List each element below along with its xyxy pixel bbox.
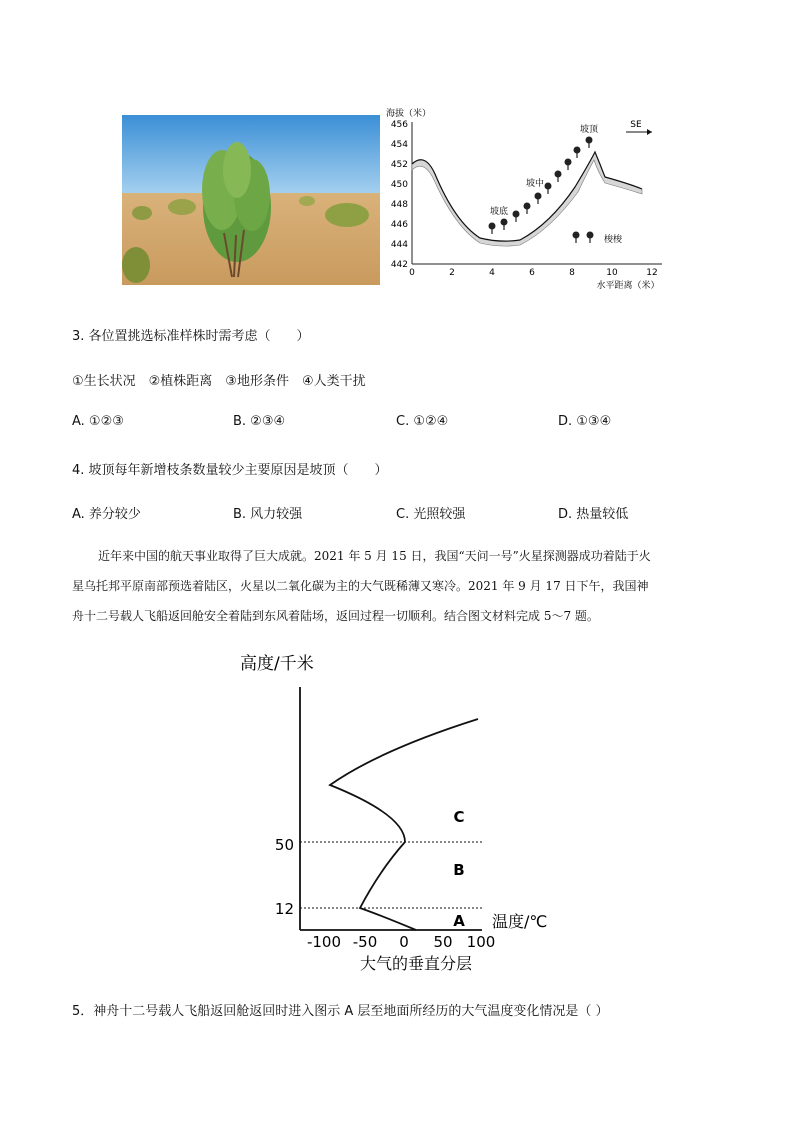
profile-ylabel: 海拔（米）	[386, 109, 432, 119]
q4-stem: 4. 坡顶每年新增枝条数量较少主要原因是坡顶（ ）	[72, 463, 388, 478]
tree-icon	[545, 183, 552, 195]
atm-level-label: 12	[274, 900, 294, 918]
profile-xtick: 0	[409, 268, 415, 278]
layer-b-label: B	[453, 861, 465, 879]
q5-stem: 5．神舟十二号载人飞船返回舱返回时进入图示 A 层至地面所经历的大气温度变化情况是（ ）	[72, 1004, 609, 1019]
profile-xtick: 2	[449, 268, 455, 278]
profile-xtick: 4	[489, 268, 495, 278]
profile-ytick: 452	[390, 160, 408, 170]
q3-stem: 3. 各位置挑选标准样株时需考虑（ ）	[72, 329, 310, 344]
atmosphere-chart	[230, 645, 560, 980]
passage	[72, 541, 732, 631]
profile-ytick: 446	[390, 220, 408, 230]
passage-line: 舟十二号载人飞船返回舱安全着陆到东风着陆场，返回过程一切顺利。结合图文材料完成 5～7 题。	[72, 609, 599, 623]
tree-icon	[573, 232, 580, 244]
profile-xtick: 10	[606, 268, 618, 278]
layer-c-label: C	[453, 808, 465, 826]
label-slope-bottom: 坡底	[489, 207, 509, 217]
q4-option-b[interactable]: B. 风力较强	[233, 507, 303, 522]
label-slope-top: 坡顶	[579, 125, 599, 135]
q4-option-c[interactable]: C. 光照较强	[396, 507, 466, 522]
atm-ylabel: 高度/千米	[240, 654, 314, 674]
direction-label: SE	[630, 120, 642, 130]
tree-icon	[555, 171, 562, 183]
tree-icon	[587, 232, 594, 244]
tree-icon	[501, 219, 508, 231]
label-legend-saxaul: 梭梭	[604, 235, 623, 245]
atm-xtick: 50	[433, 933, 453, 951]
profile-xlabel: 水平距离（米）	[596, 281, 660, 291]
atm-xlabel: 温度/℃	[492, 912, 548, 931]
tree-icon	[489, 223, 496, 235]
label-slope-mid: 坡中	[525, 179, 545, 189]
q3-items: ①生长状况 ②植株距离 ③地形条件 ④人类干扰	[72, 374, 366, 389]
atm-xtick: -100	[306, 933, 342, 951]
q4-option-d[interactable]: D. 热量较低	[558, 507, 629, 522]
q3-option-c[interactable]: C. ①②④	[396, 414, 449, 429]
profile-ytick: 450	[390, 180, 408, 190]
tree-icon	[574, 147, 581, 159]
profile-ytick: 456	[390, 120, 408, 130]
passage-line: 近年来中国的航天事业取得了巨大成就。2021 年 5 月 15 日，我国“天问一号”火星探测器成功着陆于火	[98, 549, 651, 563]
tree-icon	[565, 159, 572, 171]
atm-xtick: 100	[466, 933, 496, 951]
tree-icon	[586, 137, 593, 149]
profile-xtick: 12	[646, 268, 658, 278]
tree-icon	[513, 211, 520, 223]
atm-caption: 大气的垂直分层	[359, 954, 473, 973]
q4-option-a[interactable]: A. 养分较少	[72, 507, 141, 522]
desert-plant-photo	[122, 115, 380, 285]
profile-ytick: 448	[390, 200, 408, 210]
profile-ytick: 442	[390, 260, 408, 270]
q3-option-d[interactable]: D. ①③④	[558, 414, 612, 429]
profile-ytick: 444	[390, 240, 408, 250]
profile-ytick: 454	[390, 140, 408, 150]
atm-xtick: -50	[352, 933, 378, 951]
layer-a-label: A	[453, 912, 465, 930]
q3-option-a[interactable]: A. ①②③	[72, 414, 124, 429]
slope-profile-chart	[380, 102, 680, 294]
passage-line: 星乌托邦平原南部预选着陆区，火星以二氧化碳为主的大气既稀薄又寒冷。2021 年 9 月 17 日下午，我国神	[72, 579, 649, 593]
tree-icon	[524, 203, 531, 215]
photo-illustration	[122, 115, 380, 285]
tree-icon	[535, 193, 542, 205]
profile-xtick: 8	[569, 268, 575, 278]
q3-option-b[interactable]: B. ②③④	[233, 414, 286, 429]
profile-xtick: 6	[529, 268, 535, 278]
atm-xtick: 0	[399, 933, 409, 951]
atm-level-label: 50	[274, 836, 294, 854]
